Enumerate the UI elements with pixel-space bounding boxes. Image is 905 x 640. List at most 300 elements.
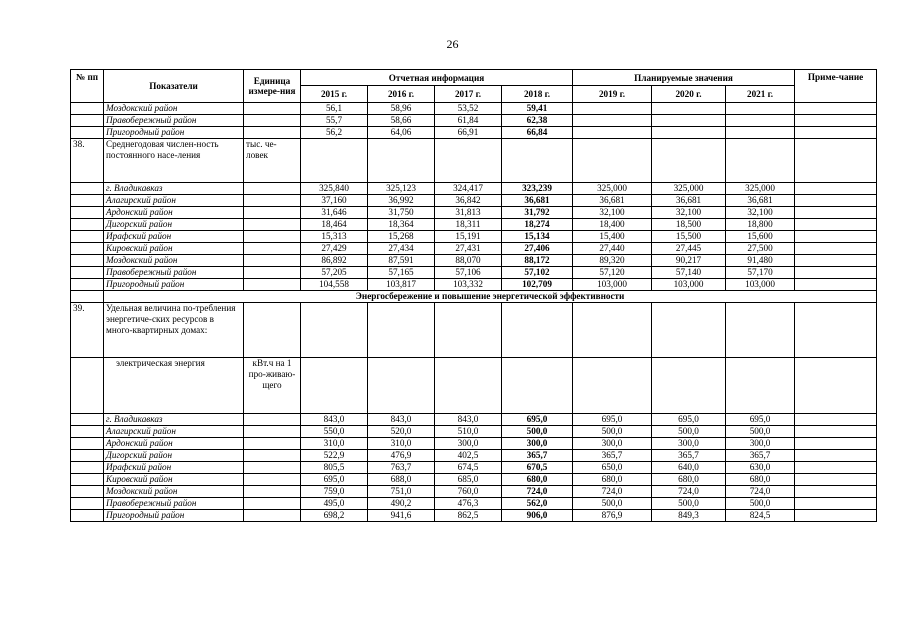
row-number bbox=[71, 279, 104, 291]
note-cell bbox=[795, 303, 877, 358]
row-number bbox=[71, 510, 104, 522]
district-name: Моздокский район bbox=[104, 486, 244, 498]
page-number: 26 bbox=[446, 37, 459, 51]
header-year: 2015 г. bbox=[301, 86, 368, 103]
table-row bbox=[71, 498, 877, 510]
value-cell: 365,7 bbox=[502, 450, 573, 462]
unit-cell bbox=[244, 303, 301, 358]
value-cell: 695,0 bbox=[652, 414, 726, 426]
row-number bbox=[71, 474, 104, 486]
row-number bbox=[71, 462, 104, 474]
note-cell bbox=[795, 139, 877, 183]
value-cell: 32,100 bbox=[652, 207, 726, 219]
value-cell: 18,500 bbox=[652, 219, 726, 231]
value-cell: 57,170 bbox=[726, 267, 795, 279]
value-cell: 86,892 bbox=[301, 255, 368, 267]
row-number bbox=[71, 267, 104, 279]
value-cell: 680,0 bbox=[652, 474, 726, 486]
table-row bbox=[71, 474, 877, 486]
value-cell: 562,0 bbox=[502, 498, 573, 510]
value-cell: 300,0 bbox=[502, 438, 573, 450]
value-cell: 27,406 bbox=[502, 243, 573, 255]
indicator-title: Удельная величина по-требления энергетиче-ских ресурсов в много-квартирных домах: bbox=[104, 303, 244, 358]
value-cell: 18,364 bbox=[368, 219, 435, 231]
note-cell bbox=[795, 115, 877, 127]
value-cell: 31,750 bbox=[368, 207, 435, 219]
header-num: № пп bbox=[71, 70, 104, 103]
value-cell: 476,9 bbox=[368, 450, 435, 462]
district-name: г. Владикавказ bbox=[104, 183, 244, 195]
value-cell: 103,817 bbox=[368, 279, 435, 291]
value-cell bbox=[573, 115, 652, 127]
table-row bbox=[71, 267, 877, 279]
value-cell: 18,311 bbox=[435, 219, 502, 231]
value-cell bbox=[301, 139, 368, 183]
value-cell: 310,0 bbox=[301, 438, 368, 450]
header-unit: Единица измере-ния bbox=[244, 70, 301, 103]
value-cell: 500,0 bbox=[573, 498, 652, 510]
unit-cell bbox=[244, 498, 301, 510]
section-num-cell bbox=[71, 291, 104, 303]
indicator-title-row bbox=[71, 358, 877, 414]
value-cell bbox=[726, 127, 795, 139]
table-row bbox=[71, 486, 877, 498]
table-row bbox=[71, 426, 877, 438]
header-year: 2018 г. bbox=[502, 86, 573, 103]
value-cell: 325,000 bbox=[573, 183, 652, 195]
row-number bbox=[71, 255, 104, 267]
value-cell: 89,320 bbox=[573, 255, 652, 267]
value-cell: 56,1 bbox=[301, 103, 368, 115]
value-cell: 103,000 bbox=[573, 279, 652, 291]
value-cell: 724,0 bbox=[502, 486, 573, 498]
unit-cell bbox=[244, 279, 301, 291]
value-cell: 61,84 bbox=[435, 115, 502, 127]
value-cell: 805,5 bbox=[301, 462, 368, 474]
value-cell bbox=[573, 139, 652, 183]
header-note: Приме-чание bbox=[795, 70, 877, 103]
value-cell: 300,0 bbox=[435, 438, 502, 450]
value-cell bbox=[435, 139, 502, 183]
value-cell: 91,480 bbox=[726, 255, 795, 267]
unit-cell bbox=[244, 195, 301, 207]
table-row bbox=[71, 510, 877, 522]
value-cell: 862,5 bbox=[435, 510, 502, 522]
value-cell: 102,709 bbox=[502, 279, 573, 291]
value-cell: 695,0 bbox=[573, 414, 652, 426]
unit-cell bbox=[244, 414, 301, 426]
header-year: 2019 г. bbox=[573, 86, 652, 103]
header-planned: Планируемые значения bbox=[573, 70, 795, 86]
value-cell: 688,0 bbox=[368, 474, 435, 486]
unit-cell: тыс. че-ловек bbox=[244, 139, 301, 183]
value-cell: 510,0 bbox=[435, 426, 502, 438]
value-cell: 15,400 bbox=[573, 231, 652, 243]
indicators-table bbox=[70, 69, 877, 522]
note-cell bbox=[795, 243, 877, 255]
value-cell: 550,0 bbox=[301, 426, 368, 438]
unit-cell bbox=[244, 207, 301, 219]
note-cell bbox=[795, 207, 877, 219]
district-name: Моздокский район bbox=[104, 255, 244, 267]
district-name: Ирафский район bbox=[104, 231, 244, 243]
value-cell: 325,000 bbox=[726, 183, 795, 195]
note-cell bbox=[795, 267, 877, 279]
value-cell: 724,0 bbox=[573, 486, 652, 498]
value-cell: 88,172 bbox=[502, 255, 573, 267]
value-cell: 57,106 bbox=[435, 267, 502, 279]
row-number bbox=[71, 115, 104, 127]
value-cell: 760,0 bbox=[435, 486, 502, 498]
table-row bbox=[71, 207, 877, 219]
value-cell: 57,120 bbox=[573, 267, 652, 279]
value-cell bbox=[652, 115, 726, 127]
value-cell: 500,0 bbox=[502, 426, 573, 438]
value-cell: 31,792 bbox=[502, 207, 573, 219]
value-cell: 57,165 bbox=[368, 267, 435, 279]
value-cell bbox=[573, 358, 652, 414]
value-cell: 57,205 bbox=[301, 267, 368, 279]
value-cell: 695,0 bbox=[726, 414, 795, 426]
table-row bbox=[71, 243, 877, 255]
row-number bbox=[71, 486, 104, 498]
unit-cell: кВт.ч на 1 про-живаю-щего bbox=[244, 358, 301, 414]
unit-cell bbox=[244, 462, 301, 474]
unit-cell bbox=[244, 115, 301, 127]
value-cell: 15,313 bbox=[301, 231, 368, 243]
value-cell: 763,7 bbox=[368, 462, 435, 474]
unit-cell bbox=[244, 486, 301, 498]
value-cell: 650,0 bbox=[573, 462, 652, 474]
value-cell: 695,0 bbox=[502, 414, 573, 426]
row-number bbox=[71, 438, 104, 450]
district-name: Ардонский район bbox=[104, 207, 244, 219]
unit-cell bbox=[244, 510, 301, 522]
district-name: Правобережный район bbox=[104, 267, 244, 279]
value-cell bbox=[435, 303, 502, 358]
table-row bbox=[71, 450, 877, 462]
value-cell: 55,7 bbox=[301, 115, 368, 127]
value-cell: 500,0 bbox=[652, 426, 726, 438]
table-row bbox=[71, 103, 877, 115]
note-cell bbox=[795, 438, 877, 450]
value-cell: 325,000 bbox=[652, 183, 726, 195]
value-cell: 58,66 bbox=[368, 115, 435, 127]
value-cell: 630,0 bbox=[726, 462, 795, 474]
value-cell: 365,7 bbox=[573, 450, 652, 462]
value-cell: 300,0 bbox=[573, 438, 652, 450]
value-cell: 27,434 bbox=[368, 243, 435, 255]
note-cell bbox=[795, 426, 877, 438]
note-cell bbox=[795, 127, 877, 139]
value-cell bbox=[652, 103, 726, 115]
indicator-title: Среднегодовая числен-ность постоянного насе-ления bbox=[104, 139, 244, 183]
note-cell bbox=[795, 358, 877, 414]
value-cell: 103,000 bbox=[652, 279, 726, 291]
value-cell: 759,0 bbox=[301, 486, 368, 498]
value-cell: 31,813 bbox=[435, 207, 502, 219]
value-cell: 843,0 bbox=[435, 414, 502, 426]
value-cell: 104,558 bbox=[301, 279, 368, 291]
note-cell bbox=[795, 279, 877, 291]
row-number bbox=[71, 426, 104, 438]
row-number bbox=[71, 183, 104, 195]
value-cell: 64,06 bbox=[368, 127, 435, 139]
table-body bbox=[71, 103, 877, 522]
value-cell bbox=[652, 127, 726, 139]
value-cell: 18,400 bbox=[573, 219, 652, 231]
value-cell: 500,0 bbox=[652, 498, 726, 510]
district-name: г. Владикавказ bbox=[104, 414, 244, 426]
note-cell bbox=[795, 498, 877, 510]
note-cell bbox=[795, 462, 877, 474]
unit-cell bbox=[244, 438, 301, 450]
value-cell: 695,0 bbox=[301, 474, 368, 486]
row-number bbox=[71, 207, 104, 219]
table-row bbox=[71, 438, 877, 450]
value-cell: 32,100 bbox=[726, 207, 795, 219]
value-cell: 90,217 bbox=[652, 255, 726, 267]
value-cell: 66,91 bbox=[435, 127, 502, 139]
value-cell: 500,0 bbox=[726, 498, 795, 510]
value-cell: 670,5 bbox=[502, 462, 573, 474]
district-name: Ардонский район bbox=[104, 438, 244, 450]
value-cell: 680,0 bbox=[573, 474, 652, 486]
value-cell: 640,0 bbox=[652, 462, 726, 474]
note-cell bbox=[795, 414, 877, 426]
value-cell: 18,800 bbox=[726, 219, 795, 231]
value-cell: 36,681 bbox=[726, 195, 795, 207]
value-cell: 941,6 bbox=[368, 510, 435, 522]
row-number bbox=[71, 450, 104, 462]
value-cell: 300,0 bbox=[652, 438, 726, 450]
value-cell: 62,38 bbox=[502, 115, 573, 127]
value-cell: 31,646 bbox=[301, 207, 368, 219]
note-cell bbox=[795, 195, 877, 207]
value-cell bbox=[301, 303, 368, 358]
value-cell: 674,5 bbox=[435, 462, 502, 474]
unit-cell bbox=[244, 255, 301, 267]
value-cell: 103,000 bbox=[726, 279, 795, 291]
value-cell: 365,7 bbox=[726, 450, 795, 462]
value-cell bbox=[573, 127, 652, 139]
value-cell bbox=[573, 303, 652, 358]
value-cell: 66,84 bbox=[502, 127, 573, 139]
value-cell: 27,431 bbox=[435, 243, 502, 255]
table-row bbox=[71, 231, 877, 243]
note-cell bbox=[795, 183, 877, 195]
table-row bbox=[71, 115, 877, 127]
value-cell: 15,268 bbox=[368, 231, 435, 243]
value-cell: 36,992 bbox=[368, 195, 435, 207]
row-number bbox=[71, 219, 104, 231]
district-name: Правобережный район bbox=[104, 115, 244, 127]
value-cell: 324,417 bbox=[435, 183, 502, 195]
district-name: Дигорский район bbox=[104, 219, 244, 231]
value-cell: 53,52 bbox=[435, 103, 502, 115]
value-cell: 476,3 bbox=[435, 498, 502, 510]
value-cell: 37,160 bbox=[301, 195, 368, 207]
value-cell: 18,464 bbox=[301, 219, 368, 231]
value-cell: 402,5 bbox=[435, 450, 502, 462]
indicator-title-row bbox=[71, 139, 877, 183]
value-cell: 15,191 bbox=[435, 231, 502, 243]
district-name: Пригородный район bbox=[104, 510, 244, 522]
sub-indicator-title: электрическая энергия bbox=[104, 358, 244, 414]
note-cell bbox=[795, 510, 877, 522]
value-cell bbox=[368, 358, 435, 414]
value-cell: 490,2 bbox=[368, 498, 435, 510]
value-cell: 751,0 bbox=[368, 486, 435, 498]
value-cell bbox=[652, 139, 726, 183]
row-number bbox=[71, 127, 104, 139]
value-cell: 27,440 bbox=[573, 243, 652, 255]
value-cell: 325,123 bbox=[368, 183, 435, 195]
value-cell: 680,0 bbox=[502, 474, 573, 486]
header-reported: Отчетная информация bbox=[301, 70, 573, 86]
row-number bbox=[71, 498, 104, 510]
value-cell: 365,7 bbox=[652, 450, 726, 462]
row-number bbox=[71, 243, 104, 255]
value-cell: 57,102 bbox=[502, 267, 573, 279]
value-cell bbox=[502, 358, 573, 414]
value-cell: 685,0 bbox=[435, 474, 502, 486]
value-cell: 88,070 bbox=[435, 255, 502, 267]
table-row bbox=[71, 462, 877, 474]
value-cell bbox=[502, 303, 573, 358]
value-cell: 36,842 bbox=[435, 195, 502, 207]
district-name: Кировский район bbox=[104, 243, 244, 255]
value-cell bbox=[726, 103, 795, 115]
district-name: Ирафский район bbox=[104, 462, 244, 474]
note-cell bbox=[795, 103, 877, 115]
table-row bbox=[71, 183, 877, 195]
value-cell: 520,0 bbox=[368, 426, 435, 438]
value-cell: 323,239 bbox=[502, 183, 573, 195]
value-cell bbox=[435, 358, 502, 414]
value-cell: 15,134 bbox=[502, 231, 573, 243]
value-cell: 36,681 bbox=[573, 195, 652, 207]
value-cell: 36,681 bbox=[652, 195, 726, 207]
value-cell bbox=[726, 139, 795, 183]
value-cell bbox=[301, 358, 368, 414]
note-cell bbox=[795, 219, 877, 231]
unit-cell bbox=[244, 103, 301, 115]
value-cell bbox=[502, 139, 573, 183]
value-cell: 500,0 bbox=[573, 426, 652, 438]
value-cell: 824,5 bbox=[726, 510, 795, 522]
row-number bbox=[71, 231, 104, 243]
unit-cell bbox=[244, 183, 301, 195]
value-cell bbox=[726, 115, 795, 127]
row-number: 38. bbox=[71, 139, 104, 183]
note-cell bbox=[795, 450, 877, 462]
value-cell: 300,0 bbox=[726, 438, 795, 450]
header-year: 2016 г. bbox=[368, 86, 435, 103]
value-cell: 36,681 bbox=[502, 195, 573, 207]
section-header-row bbox=[71, 291, 877, 303]
value-cell bbox=[652, 303, 726, 358]
district-name: Алагирский район bbox=[104, 426, 244, 438]
header-year: 2020 г. bbox=[652, 86, 726, 103]
value-cell: 724,0 bbox=[652, 486, 726, 498]
value-cell: 325,840 bbox=[301, 183, 368, 195]
district-name: Моздокский район bbox=[104, 103, 244, 115]
value-cell: 87,591 bbox=[368, 255, 435, 267]
value-cell: 310,0 bbox=[368, 438, 435, 450]
value-cell: 59,41 bbox=[502, 103, 573, 115]
row-number bbox=[71, 103, 104, 115]
value-cell: 698,2 bbox=[301, 510, 368, 522]
note-cell bbox=[795, 486, 877, 498]
value-cell: 27,429 bbox=[301, 243, 368, 255]
district-name: Пригородный район bbox=[104, 127, 244, 139]
unit-cell bbox=[244, 219, 301, 231]
value-cell: 495,0 bbox=[301, 498, 368, 510]
value-cell: 56,2 bbox=[301, 127, 368, 139]
value-cell: 849,3 bbox=[652, 510, 726, 522]
value-cell: 843,0 bbox=[368, 414, 435, 426]
value-cell: 57,140 bbox=[652, 267, 726, 279]
value-cell: 680,0 bbox=[726, 474, 795, 486]
unit-cell bbox=[244, 474, 301, 486]
row-number bbox=[71, 195, 104, 207]
value-cell: 27,445 bbox=[652, 243, 726, 255]
value-cell: 58,96 bbox=[368, 103, 435, 115]
value-cell bbox=[726, 358, 795, 414]
unit-cell bbox=[244, 231, 301, 243]
note-cell bbox=[795, 231, 877, 243]
value-cell: 32,100 bbox=[573, 207, 652, 219]
note-cell bbox=[795, 474, 877, 486]
table-row bbox=[71, 279, 877, 291]
header-indicators: Показатели bbox=[104, 70, 244, 103]
value-cell: 18,274 bbox=[502, 219, 573, 231]
value-cell: 724,0 bbox=[726, 486, 795, 498]
value-cell: 522,9 bbox=[301, 450, 368, 462]
value-cell: 843,0 bbox=[301, 414, 368, 426]
unit-cell bbox=[244, 450, 301, 462]
row-number bbox=[71, 358, 104, 414]
value-cell bbox=[368, 139, 435, 183]
unit-cell bbox=[244, 426, 301, 438]
value-cell: 15,600 bbox=[726, 231, 795, 243]
district-name: Алагирский район bbox=[104, 195, 244, 207]
value-cell bbox=[726, 303, 795, 358]
district-name: Дигорский район bbox=[104, 450, 244, 462]
section-title: Энергосбережение и повышение энергетической эффективности bbox=[104, 291, 877, 303]
row-number: 39. bbox=[71, 303, 104, 358]
value-cell bbox=[652, 358, 726, 414]
table-row bbox=[71, 127, 877, 139]
table-row bbox=[71, 195, 877, 207]
unit-cell bbox=[244, 127, 301, 139]
district-name: Правобережный район bbox=[104, 498, 244, 510]
value-cell bbox=[573, 103, 652, 115]
table-row bbox=[71, 219, 877, 231]
header-year: 2021 г. bbox=[726, 86, 795, 103]
table-row bbox=[71, 255, 877, 267]
value-cell: 906,0 bbox=[502, 510, 573, 522]
row-number bbox=[71, 414, 104, 426]
value-cell bbox=[368, 303, 435, 358]
note-cell bbox=[795, 255, 877, 267]
value-cell: 876,9 bbox=[573, 510, 652, 522]
value-cell: 27,500 bbox=[726, 243, 795, 255]
district-name: Кировский район bbox=[104, 474, 244, 486]
indicator-title-row bbox=[71, 303, 877, 358]
value-cell: 103,332 bbox=[435, 279, 502, 291]
